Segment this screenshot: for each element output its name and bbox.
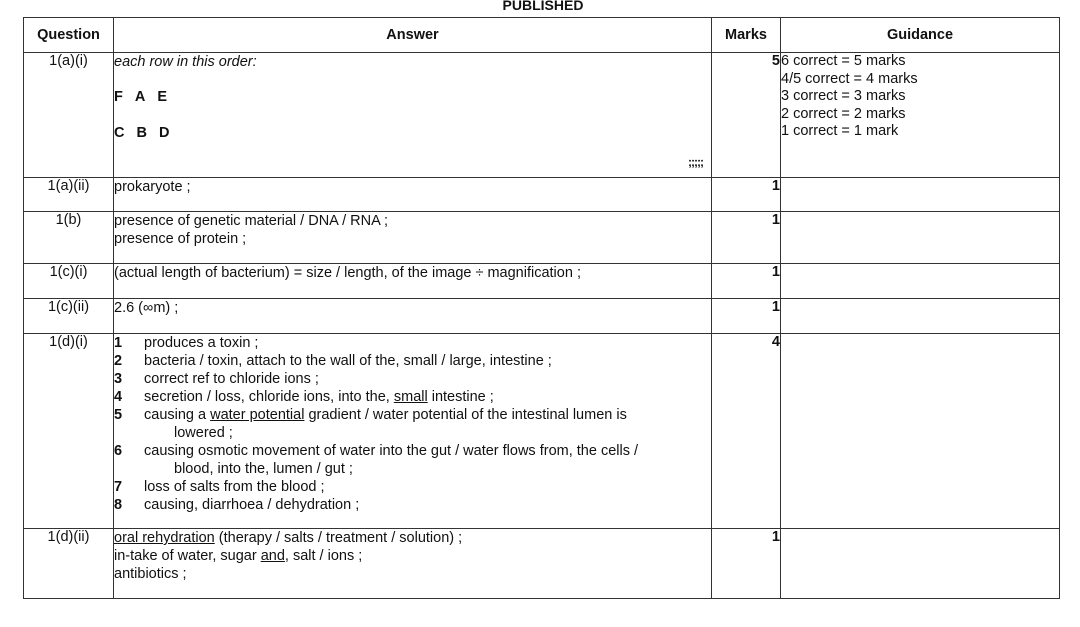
point-text: produces a toxin ; xyxy=(144,335,259,351)
guidance-cell xyxy=(781,212,1060,264)
guidance-line: 1 correct = 1 mark xyxy=(781,123,899,139)
point-text: bacteria / toxin, attach to the wall of the, small / large, intestine ; xyxy=(144,353,552,369)
marking-point xyxy=(114,352,711,370)
point-text: causing osmotic movement of water into the gut / water flows from, the cells / xyxy=(144,443,639,459)
table-row xyxy=(24,299,1060,334)
table-row xyxy=(24,53,1060,178)
answer-cell xyxy=(114,334,712,529)
marks-value: 1 xyxy=(712,299,781,334)
point-text xyxy=(144,406,711,424)
table-row xyxy=(24,212,1060,264)
guidance-cell xyxy=(781,53,1060,178)
question-number: 1(b) xyxy=(24,212,114,264)
marking-point xyxy=(114,334,711,352)
marking-point xyxy=(114,388,711,406)
table-row xyxy=(24,178,1060,212)
answer-line: presence of genetic material / DNA / RNA ; xyxy=(114,213,389,229)
answer-line xyxy=(114,547,711,565)
guidance-cell xyxy=(781,178,1060,212)
header-marks: Marks xyxy=(712,18,781,53)
guidance-cell xyxy=(781,529,1060,599)
letter: B xyxy=(136,125,147,141)
point-number: 8 xyxy=(114,497,123,513)
marking-point xyxy=(114,406,711,424)
answer-cell: prokaryote ; xyxy=(114,178,712,212)
question-number: 1(d)(i) xyxy=(24,334,114,529)
header-question: Question xyxy=(24,18,114,53)
guidance-line: 6 correct = 5 marks xyxy=(781,53,906,69)
question-number: 1(c)(i) xyxy=(24,264,114,299)
text-segment: in-take of water, sugar xyxy=(114,548,261,564)
continuation-line: blood, into the, lumen / gut ; xyxy=(174,461,353,477)
marks-value: 5 xyxy=(712,53,781,178)
text-segment: (therapy / salts / treatment / solution) ; xyxy=(214,530,463,546)
guidance-cell xyxy=(781,299,1060,334)
answer-cell xyxy=(114,529,712,599)
letter: E xyxy=(157,89,168,105)
marks-value: 4 xyxy=(712,334,781,529)
answer-cell xyxy=(114,212,712,264)
answer-cell: 2.6 (∞m) ; xyxy=(114,299,712,334)
text-segment: secretion / loss, chloride ions, into the, xyxy=(144,389,394,405)
table-row xyxy=(24,334,1060,529)
mark-ticks: ;;;;; xyxy=(688,155,703,169)
underlined-term: and xyxy=(260,548,285,564)
guidance-line: 2 correct = 2 marks xyxy=(781,105,906,122)
point-number: 2 xyxy=(114,353,123,369)
point-number: 4 xyxy=(114,389,123,405)
marks-value: 1 xyxy=(712,212,781,264)
point-text xyxy=(144,388,711,406)
marks-value: 1 xyxy=(712,529,781,599)
marks-value: 1 xyxy=(712,264,781,299)
guidance-line: 3 correct = 3 marks xyxy=(781,88,906,104)
guidance-cell xyxy=(781,264,1060,299)
letter: A xyxy=(134,89,146,105)
text-segment: gradient / water potential of the intestinal lumen is xyxy=(304,407,627,423)
point-text: loss of salts from the blood ; xyxy=(144,479,325,495)
point-text: correct ref to chloride ions ; xyxy=(144,371,319,387)
answer-cell: (actual length of bacterium) = size / length, of the image ÷ magnification ; xyxy=(114,264,712,299)
question-number: 1(a)(ii) xyxy=(24,178,114,212)
letter: D xyxy=(158,125,170,141)
marking-point xyxy=(114,478,711,496)
answer-cell xyxy=(114,53,712,178)
guidance-line: 4/5 correct = 4 marks xyxy=(781,70,918,87)
underlined-term: water potential xyxy=(210,407,305,423)
answer-line: presence of protein ; xyxy=(114,231,247,247)
point-text: causing, diarrhoea / dehydration ; xyxy=(144,497,360,513)
point-number: 1 xyxy=(114,335,123,351)
table-row xyxy=(24,529,1060,599)
continuation-line: lowered ; xyxy=(174,425,233,441)
text-segment: causing a xyxy=(144,407,211,423)
marking-point xyxy=(114,442,711,460)
point-number: 6 xyxy=(114,443,123,459)
header-guidance: Guidance xyxy=(781,18,1060,53)
guidance-cell xyxy=(781,334,1060,529)
answer-line: antibiotics ; xyxy=(114,566,187,582)
marking-point xyxy=(114,370,711,388)
point-number: 7 xyxy=(114,479,123,495)
text-segment: , salt / ions ; xyxy=(284,548,363,564)
question-number: 1(a)(i) xyxy=(24,53,114,178)
letter: F xyxy=(114,89,123,105)
answer-instruction: each row in this order: xyxy=(114,54,257,70)
point-number: 3 xyxy=(114,371,123,387)
answer-line xyxy=(114,529,711,547)
underlined-term: small xyxy=(393,389,428,405)
mark-scheme-table xyxy=(23,17,1060,599)
question-number: 1(c)(ii) xyxy=(24,299,114,334)
underlined-term: oral rehydration xyxy=(114,530,215,546)
table-header-row xyxy=(24,18,1060,53)
text-segment: intestine ; xyxy=(427,389,494,405)
table-row xyxy=(24,264,1060,299)
question-number: 1(d)(ii) xyxy=(24,529,114,599)
letter: C xyxy=(114,125,125,141)
marks-value: 1 xyxy=(712,178,781,212)
point-number: 5 xyxy=(114,407,123,423)
publication-status: PUBLISHED xyxy=(502,0,584,13)
letter-row-2 xyxy=(114,124,711,142)
letter-row-1 xyxy=(114,88,711,106)
marking-point xyxy=(114,496,711,514)
header-answer: Answer xyxy=(114,18,712,53)
